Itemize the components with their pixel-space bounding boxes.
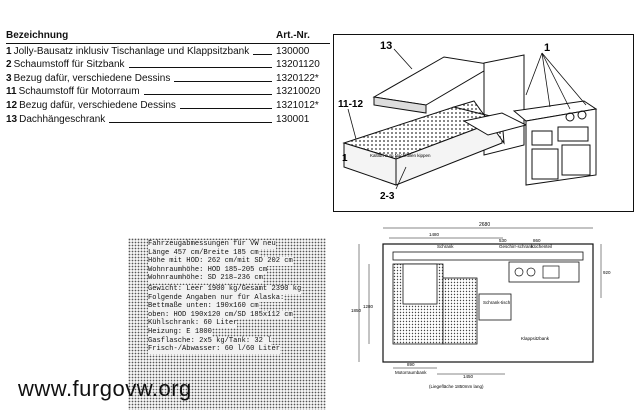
parts-row: 13 Dachhängeschrank 130001 xyxy=(6,113,310,125)
dim-920: 920 xyxy=(603,270,611,275)
dim-530: 530 xyxy=(499,238,507,243)
label-2-3: 2-3 xyxy=(380,191,395,202)
label-liegeflaeche: (Liegefläche 1850mm lang) xyxy=(429,384,484,389)
parts-row: 12 Bezug dafür, verschiedene Dessins 1321012* xyxy=(6,99,319,111)
alaska-line: Bettmaße unten: 190x160 cm xyxy=(148,302,259,311)
dim-1480: 1480 xyxy=(429,232,440,237)
label-klappsitzbank: Klappsitzbank xyxy=(521,336,550,341)
dim-890: 890 xyxy=(407,362,415,367)
isometric-figure xyxy=(333,34,634,212)
dim-total: 2680 xyxy=(479,222,491,228)
label-schranktisch: Schrank-tisch xyxy=(483,300,511,305)
leader-line xyxy=(144,94,272,95)
leader-line xyxy=(174,81,272,82)
fold-bench xyxy=(443,278,477,344)
watermark-url: www.furgovw.org xyxy=(18,376,192,401)
table-plan xyxy=(479,294,511,320)
kitchen-plan xyxy=(509,262,579,282)
floor-plan-figure xyxy=(333,218,634,410)
dim-1450: 1450 xyxy=(463,374,474,379)
leader-line xyxy=(180,108,272,109)
label-13: 13 xyxy=(380,40,393,52)
alaska-line: Heizung: E 1800 xyxy=(148,327,212,336)
dim-1280: 1280 xyxy=(363,304,374,309)
parts-table-header xyxy=(6,30,330,44)
isometric-drawing xyxy=(334,35,633,211)
callout-text: Kaltluft zum Nachfüllen kippen xyxy=(370,153,431,158)
label-geschirr: Geschirr-schrank xyxy=(499,244,534,249)
leader-line xyxy=(109,122,272,123)
spec-line: Gewicht: Leer 1900 kg/Gesamt 2390 kg xyxy=(148,284,302,293)
dim-860: 860 xyxy=(533,238,541,243)
specs-text xyxy=(148,240,328,354)
roof-cabinet xyxy=(374,57,494,105)
floor-plan-drawing xyxy=(333,218,634,410)
alaska-line: Kühlschrank: 60 Liter xyxy=(148,319,238,328)
leader-line xyxy=(253,54,272,55)
label-11-12: 11-12 xyxy=(338,99,364,110)
alaska-line: Folgende Angaben nur für Alaska: xyxy=(148,293,285,302)
label-1-left: 1 xyxy=(342,153,348,164)
kitchen-block xyxy=(526,109,596,185)
parts-row: 2 Schaumstoff für Sitzbank 13201120 xyxy=(6,59,320,71)
alaska-line: oben: HOD 190x120 cm/SD 185x112 cm xyxy=(148,310,293,319)
leader-line xyxy=(129,67,272,68)
label-motorraumbank: Motorraumbank xyxy=(395,370,427,375)
dim-1850: 1850 xyxy=(351,308,362,313)
alaska-line: Frisch-/Abwasser: 60 l/60 Liter xyxy=(148,345,280,354)
spec-line: Länge 457 cm/Breite 185 cm xyxy=(148,248,259,257)
label-schrank: Schrank xyxy=(437,244,454,249)
label-1-top: 1 xyxy=(544,42,551,54)
col-bezeichnung: Bezeichnung xyxy=(6,30,69,41)
alaska-line: Gasflasche: 2x5 kg/Tank: 32 l xyxy=(148,336,272,345)
parts-table xyxy=(6,30,330,126)
parts-row: 1 Jolly-Bausatz inklusiv Tischanlage und Klappsitzbank 130000 xyxy=(6,45,310,57)
spec-line: Wohnraumhöhe: SD 218–236 cm xyxy=(148,274,263,283)
spec-line: Wohnraumhöhe: HOD 185–205 cm xyxy=(148,265,268,274)
col-art-nr: Art.-Nr. xyxy=(276,30,310,41)
parts-row: 3 Bezug dafür, verschiedene Dessins 1320122* xyxy=(6,72,319,84)
spec-line: Höhe mit HOD: 262 cm/mit SD 202 cm xyxy=(148,257,293,266)
spec-line: Fahrzeugabmessungen für VW neu xyxy=(148,240,276,248)
label-kuechenteil: Küchenteil xyxy=(531,244,553,249)
parts-row: 11 Schaumstoff für Motorraum 13210020 xyxy=(6,86,321,98)
